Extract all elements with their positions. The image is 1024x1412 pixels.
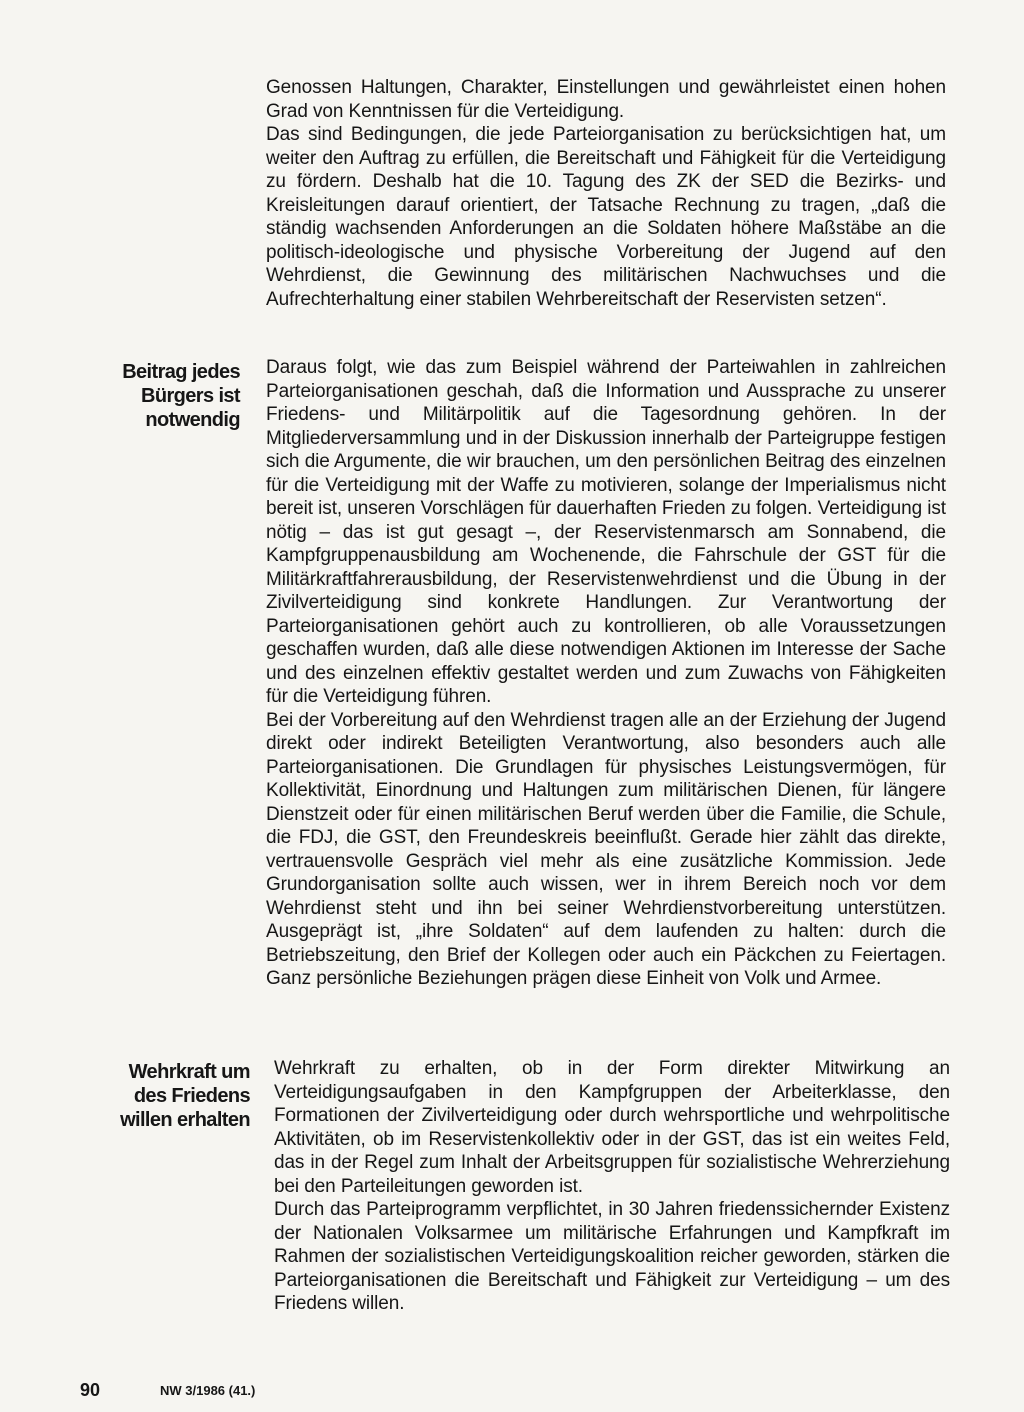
heading-line: des Friedens — [133, 1085, 250, 1107]
page-number: 90 — [80, 1380, 101, 1400]
marginal-heading — [90, 360, 240, 432]
section-beitrag — [266, 356, 946, 991]
section-intro — [266, 76, 946, 311]
issue-reference: NW 3/1986 (41.) — [160, 1383, 256, 1398]
heading-line: Beitrag jedes — [122, 361, 240, 383]
paragraph: Bei der Vorbereitung auf den Wehrdienst tragen alle an der Erziehung der Jugend direkt oder indirekt Beteiligten Verantwortung, also besonders auch alle Parteiorganisationen. Die Grundlagen für physisches Leistungsvermögen, für Kollektivität, Einordnung und Haltungen zum militärischen Dienen, für längere Dienstzeit oder für einen militärischen Beruf werden über die Familie, die Schule, die FDJ, die GST, den Freundeskreis beeinflußt. Gerade hier zählt das direkte, vertrauensvolle Gespräch viel mehr als eine zusätzliche Kommission. Jede Grundorganisation sollte auch wissen, wer in ihrem Bereich noch vor dem Wehrdienst steht und ihn bei seiner Wehrdienstvorbereitung unterstützen. Ausgeprägt ist, „ihre Soldaten“ auf dem laufenden zu halten: durch die Betriebszeitung, den Brief der Kollegen oder auch ein Päckchen zu Feiertagen. Ganz persönliche Beziehungen prägen diese Einheit von Volk und Armee. — [266, 709, 946, 989]
section-wehrkraft — [274, 1057, 950, 1316]
paragraph: Wehrkraft zu erhalten, ob in der Form direkter Mitwirkung an Verteidigungsaufgaben in den Kampfgruppen der Arbeiterklasse, den Formationen der Zivilverteidigung oder durch wehrsportliche und wehrpolitische Aktivitäten, ob im Reservistenkollektiv oder in der GST, das ist ein weites Feld, das in der Regel zum Inhalt der Arbeitsgruppen für sozialistische Wehrerziehung bei den Parteileitungen geworden ist. — [274, 1058, 950, 1197]
heading-line: willen erhalten — [120, 1109, 250, 1131]
paragraph: Daraus folgt, wie das zum Beispiel während der Parteiwahlen in zahlreichen Parteiorganisationen geschah, daß die Information und Aussprache zu unserer Friedens- und Militärpolitik auf die Tagesordnung gehören. In der Mitgliederversammlung und in der Diskussion innerhalb der Parteigruppe festigen sich die Argumente, die wir brauchen, um den persönlichen Beitrag des einzelnen für die Verteidigung mit der Waffe zu motivieren, solange der Imperialismus nicht bereit ist, unseren Vorschlägen für dauerhaften Frieden zu folgen. Verteidigung ist nötig – das ist gut gesagt –, der Reservistenmarsch am Sonnabend, die Kampfgruppenausbildung am Wochenende, die Fahrschule der GST für die Militärkraftfahrerausbildung, der Reservistenwehrdienst und die Übung in der Zivilverteidigung sind konkrete Handlungen. Zur Verantwortung der Parteiorganisationen gehört auch zu kontrollieren, ob alle Voraussetzungen geschaffen wurden, daß alle diese notwendigen Aktionen im Interesse der Sache und des einzelnen effektiv gestaltet werden und zum Zuwachs von Fähigkeiten für die Verteidigung führen. — [266, 357, 946, 707]
paragraph: Das sind Bedingungen, die jede Parteiorganisation zu berücksichtigen hat, um weiter den Auftrag zu erfüllen, die Bereitschaft und Fähigkeit für die Verteidigung zu fördern. Deshalb hat die 10. Tagung des ZK der SED die Bezirks- und Kreisleitungen darauf orientiert, der Tatsache Rechnung zu tragen, „daß die ständig wachsenden Anforderungen an die Soldaten höhere Maßstäbe an die politisch-ideologische und physische Vorbereitung der Jugend auf den Wehrdienst, die Gewinnung des militärischen Nachwuchses und die Aufrechterhaltung einer stabilen Wehrbereitschaft der Reservisten setzen“. — [266, 124, 946, 310]
marginal-heading — [80, 1060, 250, 1132]
paragraph: Genossen Haltungen, Charakter, Einstellungen und gewährleistet einen hohen Grad von Kenntnissen für die Verteidigung. — [266, 77, 946, 122]
heading-line: notwendig — [145, 409, 240, 431]
paragraph: Durch das Parteiprogramm verpflichtet, in 30 Jahren friedenssichernder Existenz der Nationalen Volksarmee um militärische Erfahrungen und Kampfkraft im Rahmen der sozialistischen Verteidigungskoalition reicher geworden, stärken die Parteiorganisationen die Bereitschaft und Fähigkeit zur Verteidigung – um des Friedens willen. — [274, 1199, 950, 1314]
heading-line: Bürgers ist — [141, 385, 240, 407]
heading-line: Wehrkraft um — [128, 1061, 250, 1083]
